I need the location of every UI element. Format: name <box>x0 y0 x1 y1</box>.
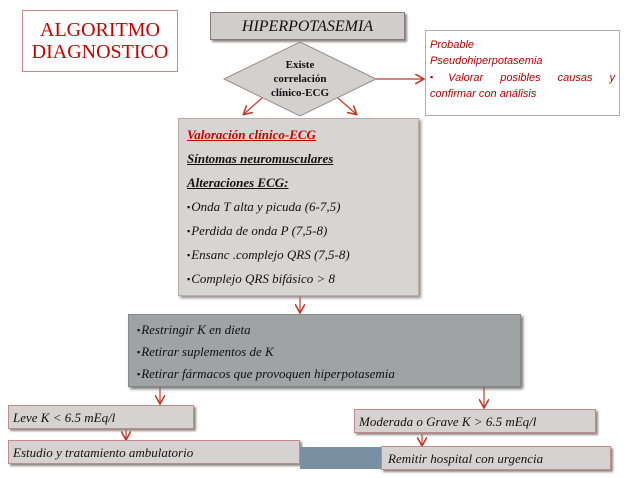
remitir-box: Remitir hospital con urgencia <box>381 446 611 470</box>
bullet-icon: ▪ <box>187 202 191 212</box>
ecg-item: ▪Onda T alta y picuda (6-7,5) <box>187 199 341 214</box>
medida-item: ▪Retirar suplementos de K <box>137 344 274 359</box>
bullet-icon: ▪ <box>137 325 141 335</box>
valoracion-heading: Valoración clínico-ECG <box>187 127 316 142</box>
decorative-bar <box>300 447 381 469</box>
valoracion-box <box>178 118 419 296</box>
algorithm-title <box>22 10 178 72</box>
bullet-icon: ▪ <box>137 369 141 379</box>
bullet-icon: ▪ <box>137 347 141 357</box>
probable-title-1: Probable <box>430 39 475 51</box>
diamond-line-1: Existe <box>285 59 315 71</box>
medidas-box <box>128 314 521 387</box>
title-line-2: DIAGNOSTICO <box>31 41 169 63</box>
bullet-icon: ▪ <box>187 250 191 260</box>
diamond-line-2: correlación <box>273 73 327 85</box>
probable-bullet-cont: confirmar con análisis <box>430 88 537 100</box>
sintomas-label: Síntomas neuromusculares <box>187 151 334 166</box>
medida-item: ▪Retirar fármacos que provoquen hiperpotasemia <box>137 366 395 381</box>
moderada-box: Moderada o Grave K > 6.5 mEq/l <box>354 409 596 433</box>
diamond-line-3: clínico-ECG <box>270 87 330 99</box>
decision-node <box>224 42 376 116</box>
bullet-icon: ▪ <box>187 274 191 284</box>
medida-item: ▪Restringir K en dieta <box>137 322 251 337</box>
probable-pseudohiperpotasemia-box <box>425 30 620 116</box>
ecg-item: ▪Ensanc .complejo QRS (7,5-8) <box>187 247 350 262</box>
ecg-item: ▪Perdida de onda P (7,5-8) <box>187 223 328 238</box>
alteraciones-label: Alteraciones ECG: <box>187 175 289 190</box>
hiperpotasemia-box: HIPERPOTASEMIA <box>210 12 405 40</box>
probable-bullet: ▪Valorar posibles causas y <box>430 72 615 84</box>
ecg-item: ▪Complejo QRS bifásico > 8 <box>187 271 336 286</box>
probable-title-2: Pseudohiperpotasemia <box>430 55 543 67</box>
bullet-icon: ▪ <box>430 72 448 82</box>
title-line-1: ALGORITMO <box>40 19 160 41</box>
bullet-icon: ▪ <box>187 226 191 236</box>
estudio-box: Estudio y tratamiento ambulatorio <box>8 440 300 464</box>
leve-box: Leve K < 6.5 mEq/l <box>8 405 194 429</box>
